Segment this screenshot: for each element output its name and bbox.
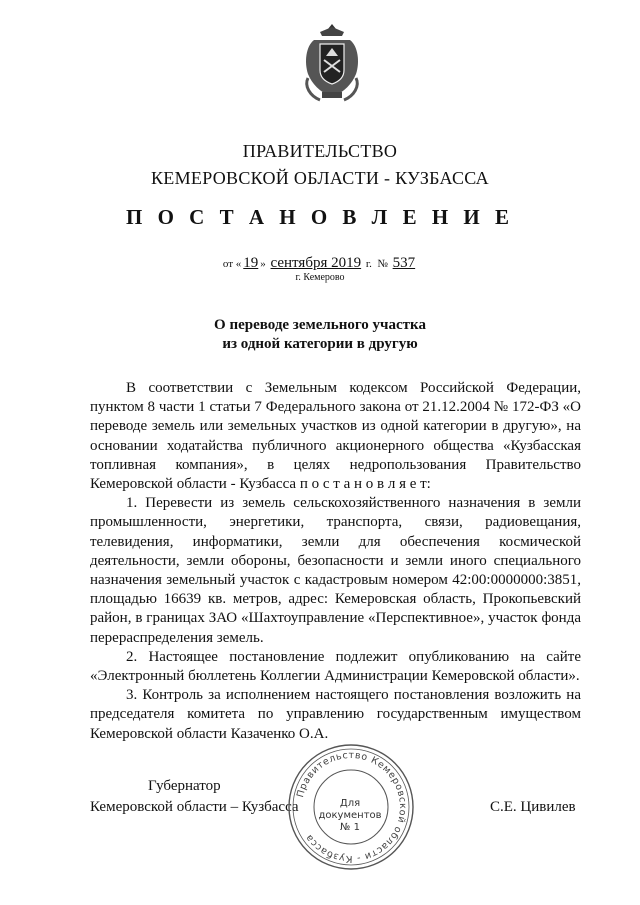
signatory-title-line-1: Губернатор: [148, 778, 221, 794]
subject-line-2: из одной категории в другую: [222, 336, 418, 352]
date-quote-close: »: [260, 258, 266, 270]
date-prefix: от «: [222, 258, 242, 270]
seal-center-text: [305, 798, 395, 834]
date-number-line: [0, 255, 640, 272]
date-day: 19: [243, 255, 259, 271]
document-subject: [0, 316, 640, 354]
coat-of-arms-icon: [300, 22, 364, 104]
org-name-line-1: ПРАВИТЕЛЬСТВО: [242, 141, 398, 161]
signatory-name: С.Е. Цивилев: [490, 799, 576, 815]
date-year-suffix: г.: [365, 258, 372, 270]
org-name-line-2: КЕМЕРОВСКОЙ ОБЛАСТИ - КУЗБАССА: [151, 168, 489, 188]
document-number: 537: [392, 255, 416, 271]
seal-center-line-3: № 1: [340, 822, 360, 833]
signatory-title-line-2: Кемеровской области – Кузбасса: [90, 799, 299, 815]
subject-line-1: О переводе земельного участка: [214, 317, 426, 333]
item-3-paragraph: 3. Контроль за исполнением настоящего постановления возложить на председателя комитета по управлению государственным имуществом Кемеровской области Казаченко О.А.: [90, 687, 581, 742]
date-month-year: сентября 2019: [270, 255, 362, 271]
item-1-paragraph: 1. Перевести из земель сельскохозяйственного назначения в земли промышленности, энергетики, транспорта, связи, радиовещания, телевидения, информатики, земли для обеспечения космической деятельности, земли обороны, безопасности и земли иного специального назначения земельный участок с кадастровым номером 42:00:0000000:3851, площадью 16639 кв. метров, адрес: Кемеровская область, Прокопьевский район, в границах ЗАО «Шахтоуправление «Перспективное», участок фонда перераспределения земель.: [90, 495, 581, 646]
document-body: [90, 379, 581, 744]
preamble-paragraph: В соответствии с Земельным кодексом Российской Федерации, пунктом 8 части 1 статьи 7 Федерального закона от 21.12.2004 № 172-ФЗ «О переводе земель или земельных участков из одной категории в другую», на основании ходатайства публичного акционерного общества «Кузбасская топливная компания», в целях недропользования Правительство Кемеровской области - Кузбасса п о с т а н о в л я е т:: [90, 380, 581, 493]
item-2-paragraph: 2. Настоящее постановление подлежит опубликованию на сайте «Электронный бюллетень Коллегии Администрации Кемеровской области».: [90, 648, 581, 685]
seal-ring-text: Правительство Кемеровской области - Кузбасса: [294, 749, 409, 865]
signatory-title: [90, 776, 300, 818]
city-name: г. Кемерово: [295, 272, 345, 283]
seal-center-line-2: документов: [318, 810, 382, 821]
document-type-title: П О С Т А Н О В Л Е Н И Е: [125, 205, 514, 229]
number-label: №: [377, 258, 388, 270]
seal-center-line-1: Для: [339, 798, 361, 809]
